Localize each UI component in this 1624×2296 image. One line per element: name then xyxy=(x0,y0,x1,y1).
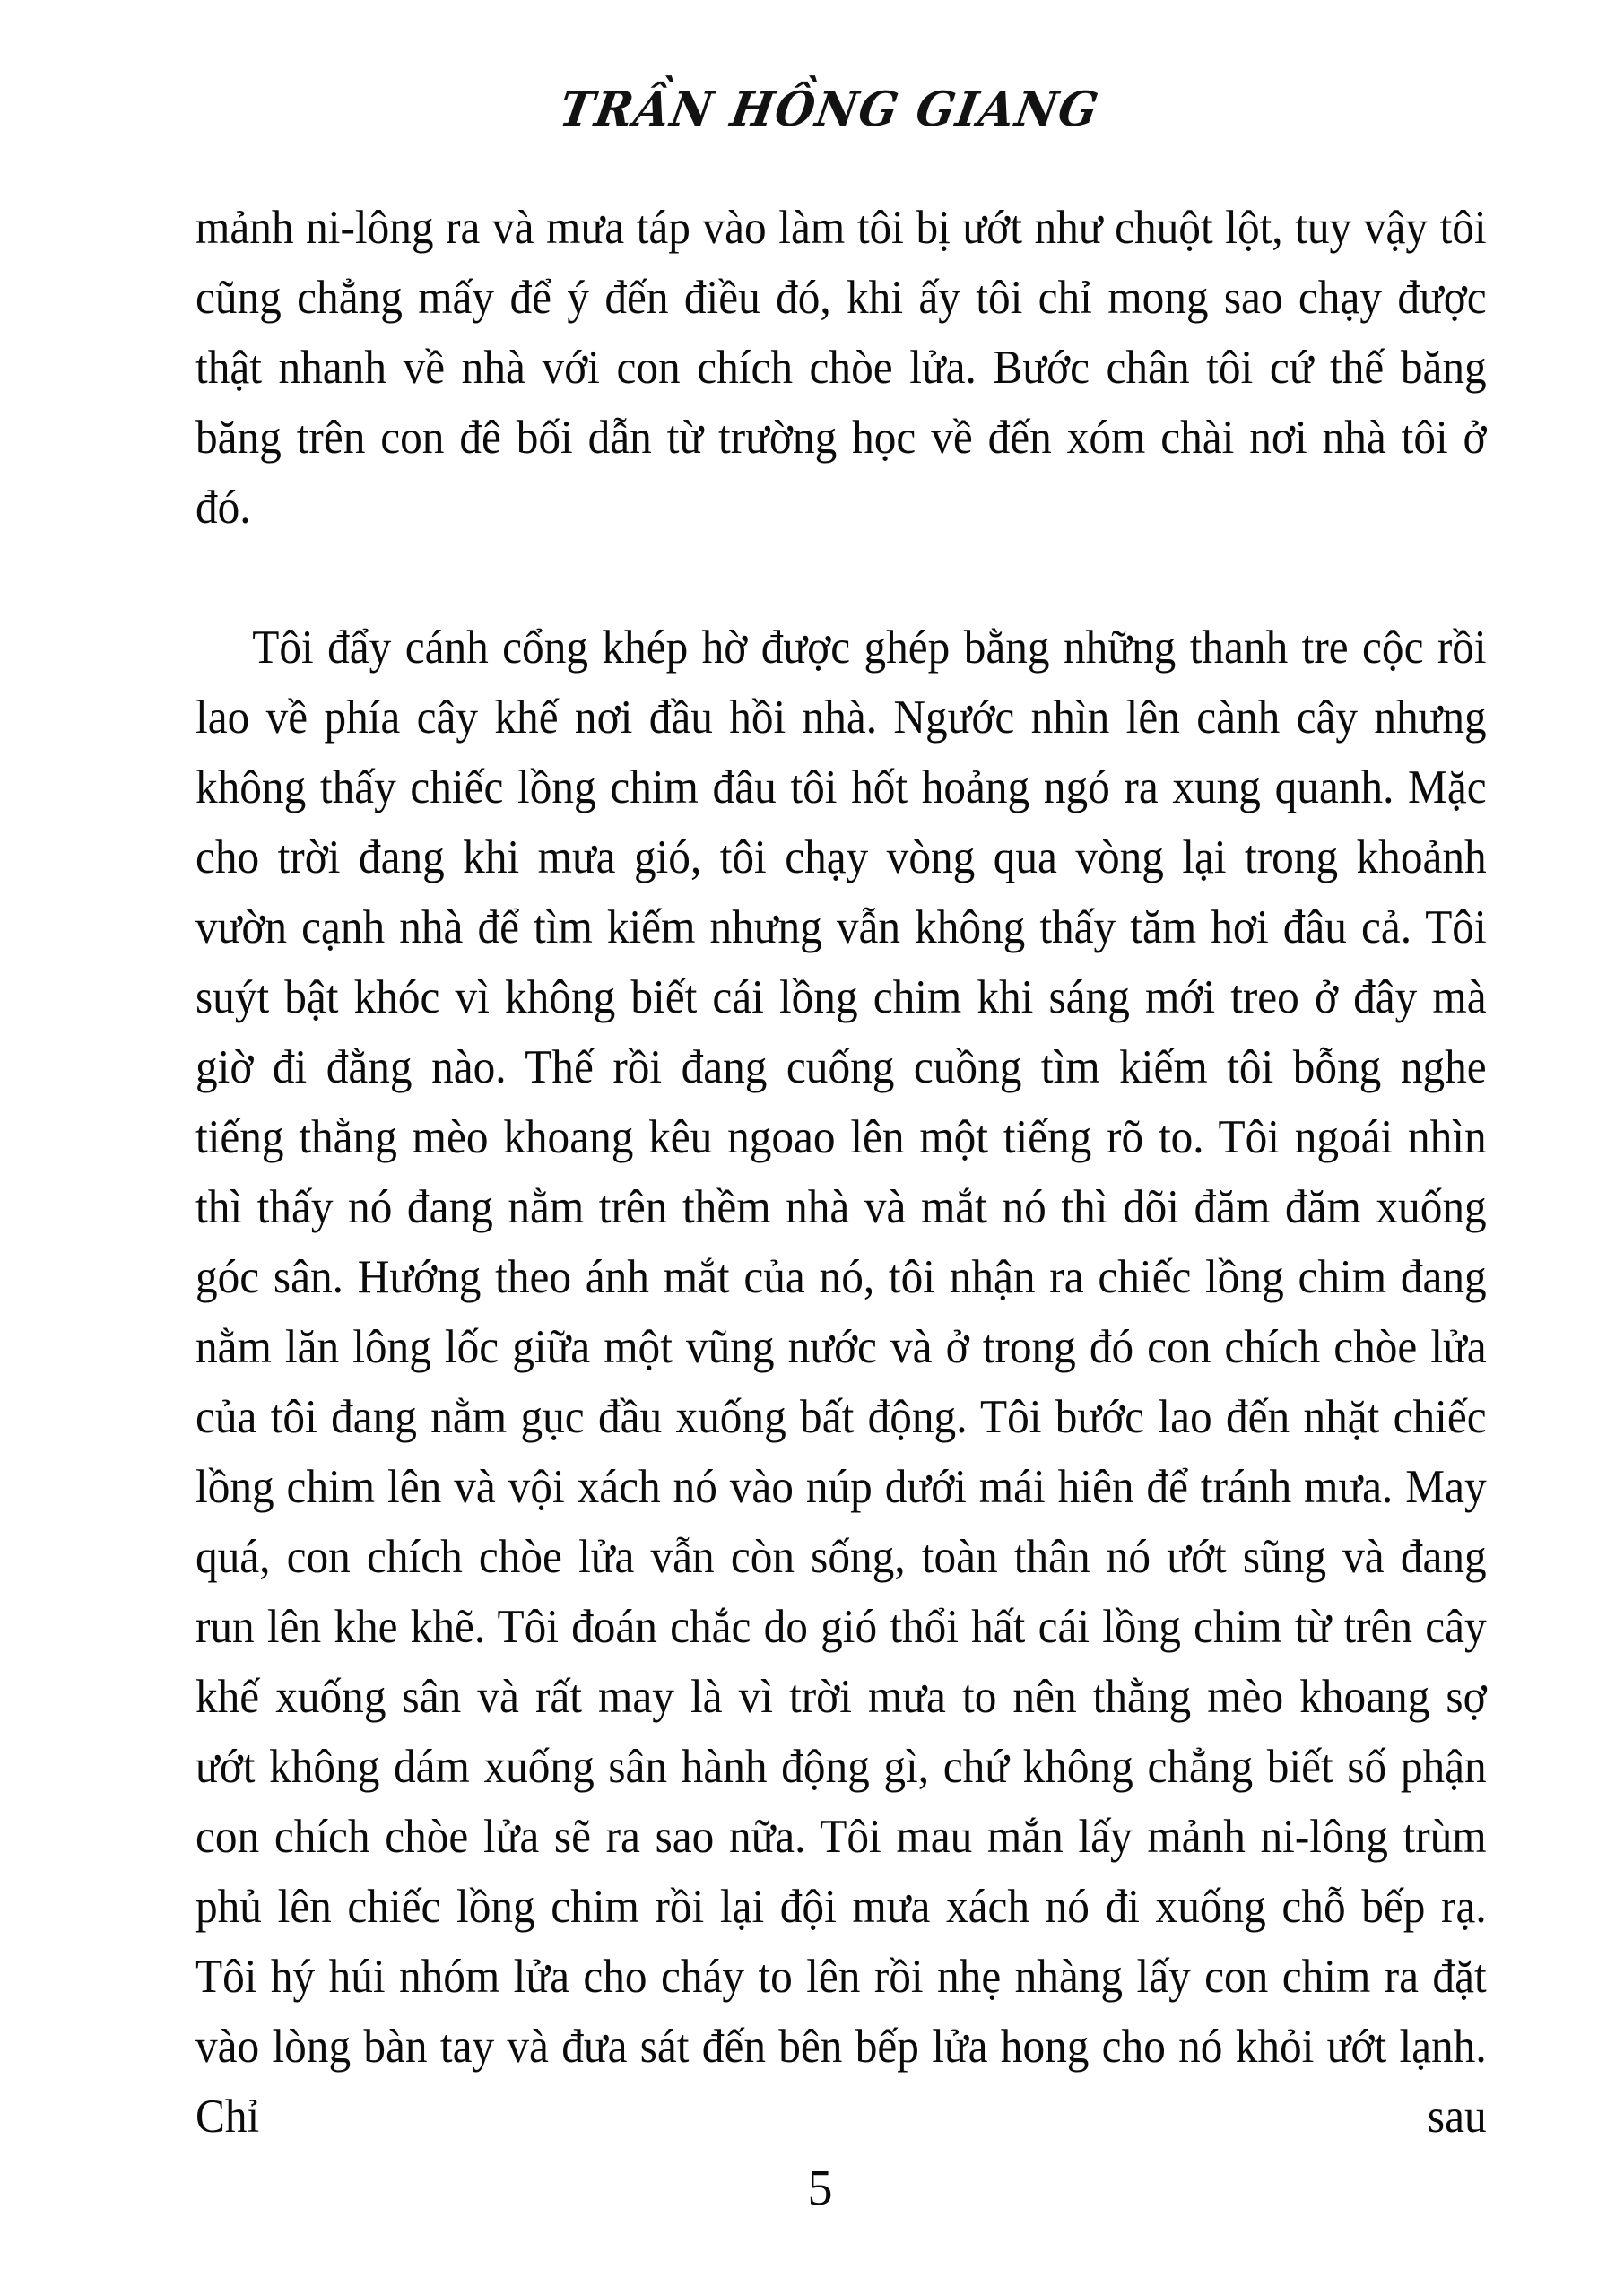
page-number: 5 xyxy=(807,2161,833,2216)
page-footer xyxy=(0,2160,1624,2217)
paragraph-1: mảnh ni-lông ra và mưa táp vào làm tôi bị ướt như chuột lột, tuy vậy tôi cũng chẳng mấy để ý đến điều đó, khi ấy tôi chỉ mong sao chạy được thật nhanh về nhà với con chích chòe lửa. Bước chân tôi cứ thế băng băng trên con đê bối dẫn từ trường học về đến xóm chài nơi nhà tôi ở đó. xyxy=(195,202,1487,534)
running-head xyxy=(0,83,1624,135)
paragraph-2: Tôi đẩy cánh cổng khép hờ được ghép bằng những thanh tre cộc rồi lao về phía cây khế nơi đầu hồi nhà. Ngước nhìn lên cành cây nhưng không thấy chiếc lồng chim đâu tôi hốt hoảng ngó ra xung quanh. Mặc cho trời đang khi mưa gió, tôi chạy vòng qua vòng lại trong khoảnh vườn cạnh nhà để tìm kiếm nhưng vẫn không thấy tăm hơi đâu cả. Tôi suýt bật khóc vì không biết cái lồng chim khi sáng mới treo ở đây mà giờ đi đằng nào. Thế rồi đang cuống cuồng tìm kiếm tôi bỗng nghe tiếng thằng mèo khoang kêu ngoao lên một tiếng rõ to. Tôi ngoái nhìn thì thấy nó đang nằm trên thềm nhà và mắt nó thì dõi đăm đăm xuống góc sân. Hướng theo ánh mắt của nó, tôi nhận ra chiếc lồng chim đang nằm lăn lông lốc giữa một vũng nước và ở trong đó con chích chòe lửa của tôi đang nằm gục đầu xuống bất động. Tôi bước lao đến nhặt chiếc lồng chim lên và vội xách nó vào núp dưới mái hiên để tránh mưa. May quá, con chích chòe lửa vẫn còn sống, toàn thân nó ướt sũng và đang run lên khe khẽ. Tôi đoán chắc do gió thổi hất cái lồng chim từ trên cây khế xuống sân và rất may là vì trời mưa to nên thằng mèo khoang sợ ướt không dám xuống sân hành động gì, chứ không chẳng biết số phận con chích chòe lửa sẽ ra sao nữa. Tôi mau mắn lấy mảnh ni-lông trùm phủ lên chiếc lồng chim rồi lại đội mưa xách nó đi xuống chỗ bếp rạ. Tôi hý húi nhóm lửa cho cháy to lên rồi nhẹ nhàng lấy con chim ra đặt vào lòng bàn tay và đưa sát đến bên bếp lửa hong cho nó khỏi ướt lạnh. Chỉ sau xyxy=(195,622,1487,2143)
body-text-block xyxy=(195,193,1487,2222)
running-head-author-name: TRẦN HỒNG GIANG xyxy=(556,81,1104,137)
